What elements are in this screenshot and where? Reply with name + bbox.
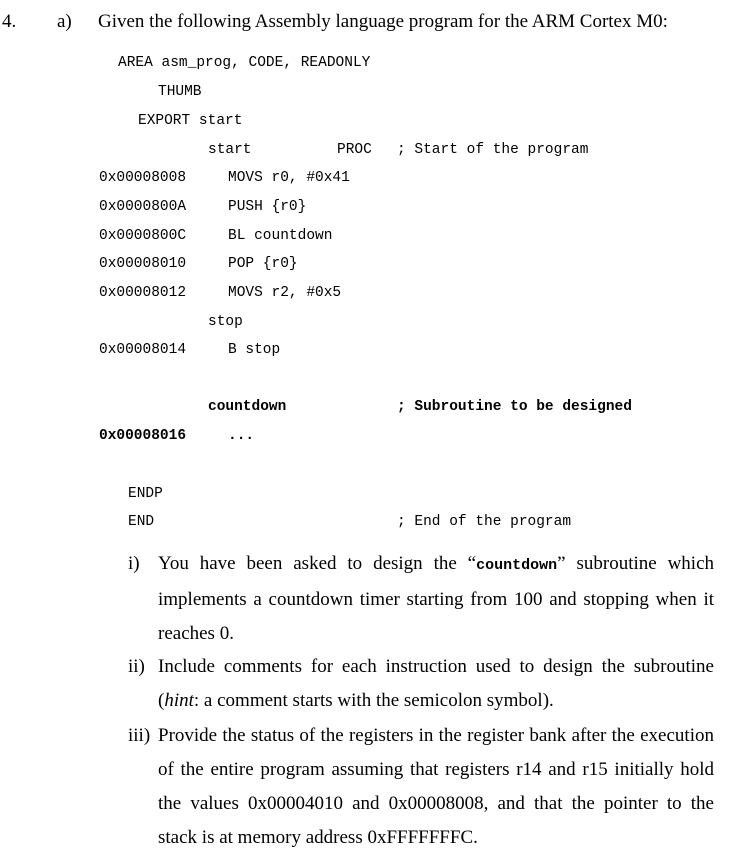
subquestion-ii-text-end: : a comment starts with the semicolon symbol).: [193, 690, 554, 711]
code-address: 0x0000800A: [99, 199, 187, 215]
code-address: 0x00008012: [99, 285, 187, 301]
code-proc-keyword: PROC: [337, 142, 372, 158]
code-endp-directive: ENDP: [128, 486, 163, 502]
subquestion-i-code: countdown: [476, 557, 558, 574]
subquestion-marker: iii): [128, 725, 151, 746]
code-countdown-address: 0x00008016: [99, 428, 187, 444]
subquestion-iii-text: Provide the status of the registers in the register bank after the execution of the entire program assuming that registers r14 and r15 initially hold the values 0x00004010 and 0x00008008, and that the pointer to the stack is at memory address 0xFFFFFFFC.: [158, 725, 714, 848]
code-area-directive: AREA asm_prog, CODE, READONLY: [118, 55, 371, 71]
subquestion-i-text: [158, 547, 714, 651]
code-countdown-label: countdown: [208, 399, 287, 415]
code-address: 0x00008010: [99, 256, 187, 272]
code-instruction: MOVS r2, #0x5: [228, 285, 342, 301]
subquestion-ii-text-start: Include comments for each instruction used to design the subroutine (: [158, 656, 714, 711]
code-countdown-body: ...: [228, 428, 255, 444]
question-intro: Given the following Assembly language program for the ARM Cortex M0:: [98, 11, 668, 32]
code-start-label: start: [208, 142, 252, 158]
code-thumb-directive: THUMB: [158, 84, 202, 100]
code-address: 0x00008008: [99, 170, 187, 186]
code-instruction: BL countdown: [228, 228, 333, 244]
subquestion-marker: ii): [128, 656, 145, 677]
code-address: 0x0000800C: [99, 228, 187, 244]
code-instruction: MOVS r0, #0x41: [228, 170, 350, 186]
code-export-directive: EXPORT start: [138, 113, 243, 129]
question-part: a): [57, 11, 72, 32]
code-end-directive: END: [128, 514, 155, 530]
code-instruction: POP {r0}: [228, 256, 298, 272]
code-instruction: PUSH {r0}: [228, 199, 307, 215]
subquestion-i-text-end: ” subroutine which implements a countdown timer starting from 100 and stopping when it reaches 0.: [158, 553, 715, 644]
subquestion-ii-text: [158, 650, 714, 718]
code-stop-label: stop: [208, 314, 243, 330]
subquestion-marker: i): [128, 553, 140, 574]
code-stop-address: 0x00008014: [99, 342, 187, 358]
code-stop-instruction: B stop: [228, 342, 281, 358]
subquestion-i-text-start: You have been asked to design the “: [158, 553, 477, 574]
subquestion-ii-hint: hint: [164, 690, 194, 711]
code-start-comment: ; Start of the program: [397, 142, 589, 158]
question-number: 4.: [2, 11, 17, 32]
code-end-comment: ; End of the program: [397, 514, 572, 530]
code-countdown-comment: ; Subroutine to be designed: [397, 399, 632, 415]
